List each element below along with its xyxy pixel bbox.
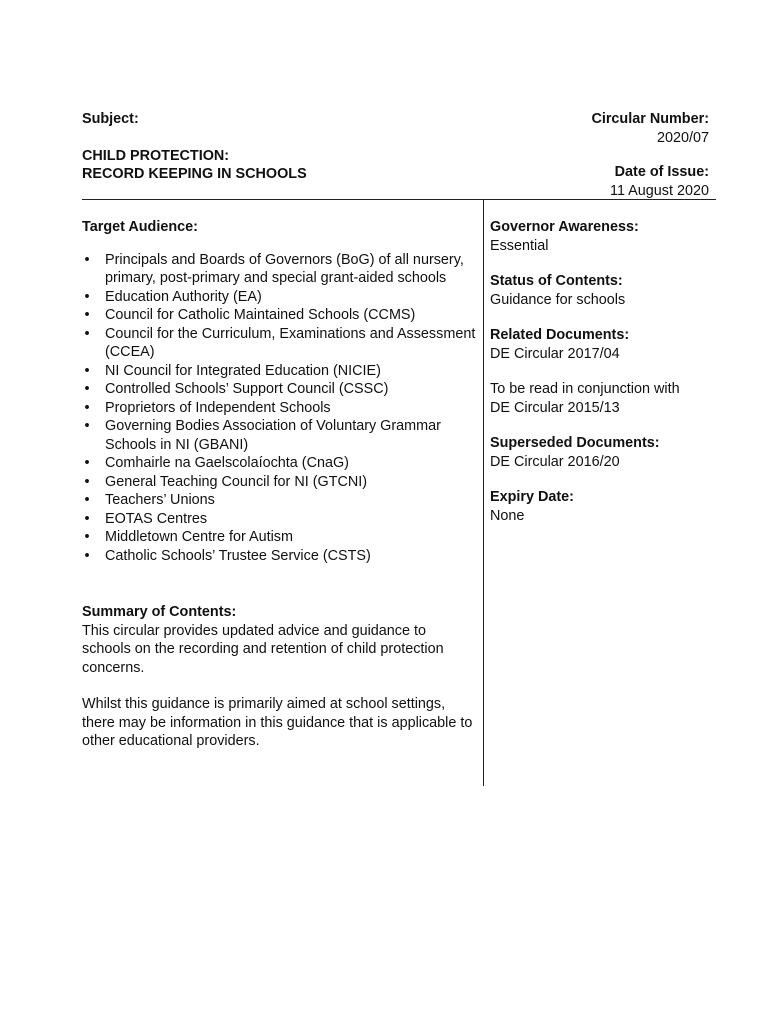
summary-paragraph-2: Whilst this guidance is primarily aimed at school settings, there may be information in this guidance that is applicable to other educational providers. xyxy=(82,696,473,749)
circular-number-label: Circular Number: xyxy=(591,111,709,127)
expiry-date-value: None xyxy=(490,507,525,524)
summary-section xyxy=(82,603,478,751)
audience-item xyxy=(82,510,478,529)
superseded-documents-label: Superseded Documents: xyxy=(490,435,660,451)
summary-paragraph-1: This circular provides updated advice and guidance to schools on the recording and retention of child protection concerns. xyxy=(82,622,444,676)
status-value: Guidance for schools xyxy=(490,291,626,308)
vertical-divider xyxy=(483,199,484,786)
audience-item xyxy=(82,380,478,399)
bullet-icon: • xyxy=(84,251,90,268)
bullet-icon: • xyxy=(84,529,90,545)
audience-item-text: EOTAS Centres xyxy=(105,510,208,527)
summary-label: Summary of Contents: xyxy=(82,604,237,620)
bullet-icon: • xyxy=(84,362,90,379)
audience-item xyxy=(82,473,478,492)
circular-number: 2020/07 xyxy=(656,129,709,146)
read-with-section xyxy=(490,380,720,417)
audience-item-text: Teachers’ Unions xyxy=(105,492,215,508)
audience-item-text: Principals and Boards of Governors (BoG) of all nursery, primary, post-primary and special grant-aided schools xyxy=(105,251,464,286)
date-of-issue: 11 August 2020 xyxy=(610,182,709,199)
audience-item-text: NI Council for Integrated Education (NICIE) xyxy=(105,362,381,379)
audience-item xyxy=(82,288,478,307)
audience-item-text: General Teaching Council for NI (GTCNI) xyxy=(105,473,368,490)
audience-item-text: Comhairle na Gaelscolaíochta (CnaG) xyxy=(105,455,349,471)
expiry-section xyxy=(490,488,720,525)
bullet-icon: • xyxy=(84,418,90,434)
audience-item-text: Middletown Centre for Autism xyxy=(105,529,293,545)
bullet-icon: • xyxy=(84,325,90,342)
audience-item xyxy=(82,417,478,454)
superseded-documents-value: DE Circular 2016/20 xyxy=(490,453,620,470)
right-column xyxy=(490,218,720,542)
expiry-date-label: Expiry Date: xyxy=(490,489,574,505)
horizontal-divider xyxy=(82,199,716,200)
bullet-icon: • xyxy=(84,288,90,305)
status-label: Status of Contents: xyxy=(490,273,623,289)
date-of-issue-label: Date of Issue: xyxy=(614,164,709,180)
bullet-icon: • xyxy=(84,381,90,397)
subject-label: Subject: xyxy=(82,111,139,127)
bullet-icon: • xyxy=(84,547,90,564)
audience-item-text: Proprietors of Independent Schools xyxy=(105,399,331,416)
audience-item xyxy=(82,306,478,325)
bullet-icon: • xyxy=(84,307,90,323)
circular-meta xyxy=(449,110,709,200)
audience-item xyxy=(82,528,478,547)
status-section xyxy=(490,272,720,309)
audience-item-text: Council for the Curriculum, Examinations and Assessment (CCEA) xyxy=(105,325,476,360)
audience-item-text: Catholic Schools’ Trustee Service (CSTS) xyxy=(105,547,371,564)
target-audience-label: Target Audience: xyxy=(82,219,198,235)
document-title xyxy=(82,147,482,184)
related-documents-label: Related Documents: xyxy=(490,327,630,343)
bullet-icon: • xyxy=(84,492,90,508)
related-documents-section xyxy=(490,326,720,363)
audience-item xyxy=(82,491,478,510)
governor-awareness-section xyxy=(490,218,720,255)
audience-item xyxy=(82,454,478,473)
read-with-line-1: To be read in conjunction with xyxy=(490,381,680,397)
audience-item xyxy=(82,399,478,418)
title-line-1: CHILD PROTECTION: xyxy=(82,147,230,164)
audience-item-text: Education Authority (EA) xyxy=(105,288,262,305)
audience-item xyxy=(82,325,478,362)
bullet-icon: • xyxy=(84,473,90,490)
governor-awareness-value: Essential xyxy=(490,237,549,254)
read-with-line-2: DE Circular 2015/13 xyxy=(490,399,620,416)
audience-item xyxy=(82,547,478,566)
related-documents-value: DE Circular 2017/04 xyxy=(490,345,620,362)
audience-item xyxy=(82,251,478,288)
audience-item-text: Governing Bodies Association of Voluntary Grammar Schools in NI (GBANI) xyxy=(105,418,441,453)
audience-item xyxy=(82,362,478,381)
target-audience-list xyxy=(82,251,478,566)
audience-item-text: Controlled Schools’ Support Council (CSSC) xyxy=(105,381,389,397)
audience-item-text: Council for Catholic Maintained Schools (CCMS) xyxy=(105,307,416,323)
subject-block xyxy=(82,110,482,184)
bullet-icon: • xyxy=(84,455,90,471)
bullet-icon: • xyxy=(84,399,90,416)
left-column xyxy=(82,218,478,751)
bullet-icon: • xyxy=(84,510,90,527)
governor-awareness-label: Governor Awareness: xyxy=(490,219,639,235)
superseded-documents-section xyxy=(490,434,720,471)
title-line-2: RECORD KEEPING IN SCHOOLS xyxy=(82,166,307,182)
